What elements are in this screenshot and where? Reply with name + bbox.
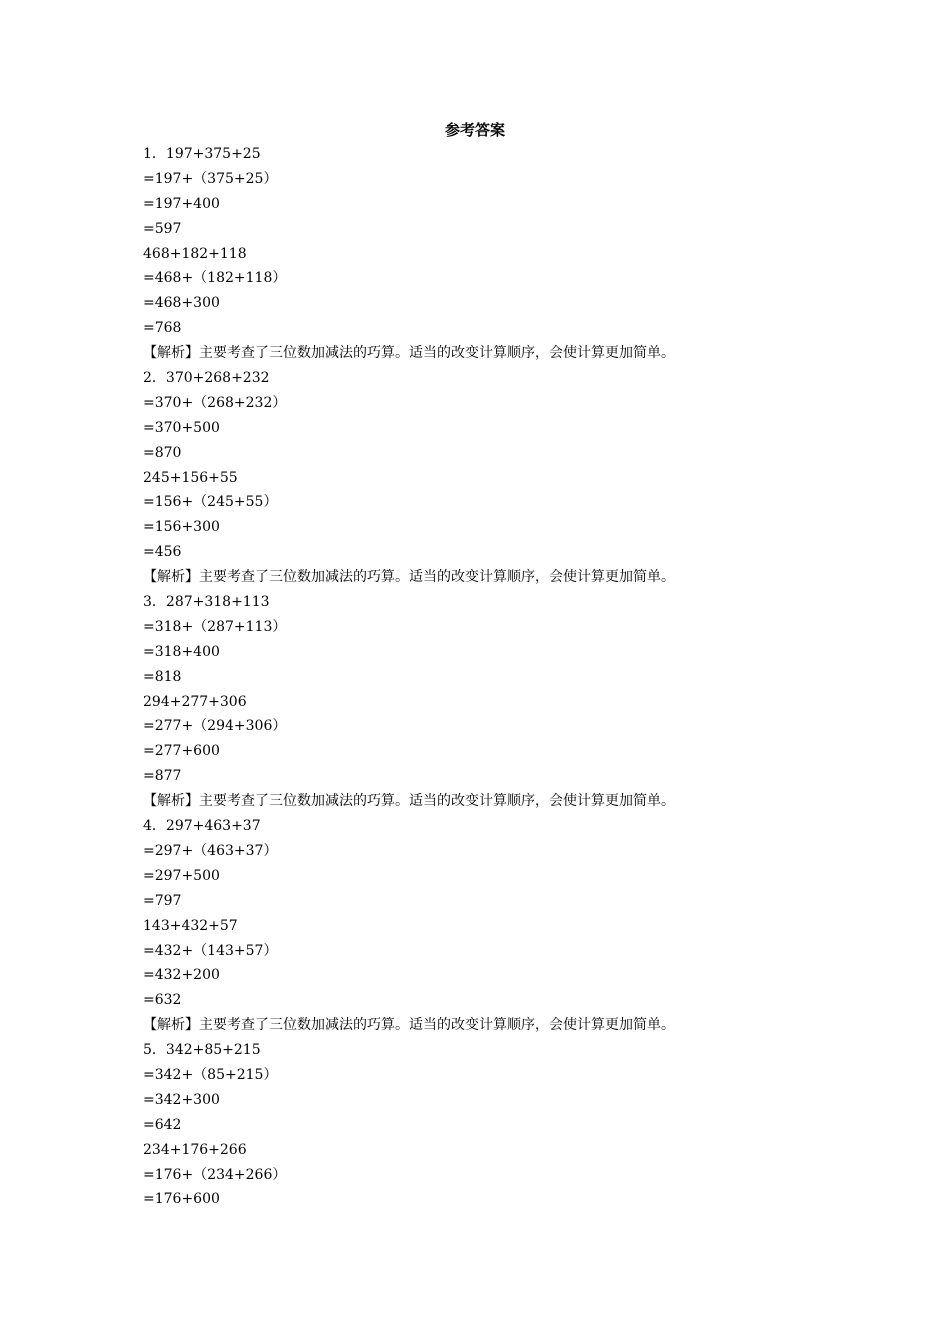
text-line: =176+（234+266） bbox=[143, 1166, 287, 1183]
page-title: 参考答案 bbox=[444, 121, 505, 139]
text-line: =870 bbox=[143, 444, 182, 461]
text-line: =156+300 bbox=[143, 519, 220, 536]
text-line: =176+600 bbox=[143, 1191, 220, 1208]
text-line: =597 bbox=[143, 220, 182, 237]
text-line: =768 bbox=[143, 320, 182, 337]
text-line: 3．287+318+113 bbox=[143, 594, 270, 611]
text-line: =468+（182+118） bbox=[143, 270, 287, 287]
text-line: 4．297+463+37 bbox=[143, 818, 261, 835]
text-line: 245+156+55 bbox=[143, 469, 238, 486]
text-line: =432+200 bbox=[143, 967, 220, 984]
text-line: =318+400 bbox=[143, 643, 220, 660]
text-line: 2．370+268+232 bbox=[143, 370, 270, 387]
text-line: =632 bbox=[143, 992, 182, 1009]
analysis-line: 【解析】主要考查了三位数加减法的巧算。适当的改变计算顺序，会使计算更加简单。 bbox=[143, 569, 675, 586]
text-line: 234+176+266 bbox=[143, 1141, 247, 1158]
text-line: =342+（85+215） bbox=[143, 1066, 278, 1083]
text-line: =318+（287+113） bbox=[143, 618, 287, 635]
text-line: =468+300 bbox=[143, 295, 220, 312]
text-line: 468+182+118 bbox=[143, 245, 247, 262]
analysis-line: 【解析】主要考查了三位数加减法的巧算。适当的改变计算顺序，会使计算更加简单。 bbox=[143, 345, 675, 362]
text-line: =642 bbox=[143, 1116, 182, 1133]
analysis-line: 【解析】主要考查了三位数加减法的巧算。适当的改变计算顺序，会使计算更加简单。 bbox=[143, 1017, 675, 1034]
text-line: =156+（245+55） bbox=[143, 494, 278, 511]
text-line: =197+400 bbox=[143, 195, 220, 212]
text-line: 1．197+375+25 bbox=[143, 146, 261, 162]
answer-content bbox=[143, 142, 843, 1212]
text-line: 5．342+85+215 bbox=[143, 1042, 261, 1059]
text-line: =342+300 bbox=[143, 1091, 220, 1108]
text-line: 143+432+57 bbox=[143, 917, 238, 934]
text-line: =277+（294+306） bbox=[143, 718, 287, 735]
text-line: =277+600 bbox=[143, 743, 220, 760]
text-line: =432+（143+57） bbox=[143, 942, 278, 959]
text-line: =456 bbox=[143, 544, 182, 561]
text-line: =297+500 bbox=[143, 867, 220, 884]
text-line: =197+（375+25） bbox=[143, 170, 278, 187]
text-line: =297+（463+37） bbox=[143, 842, 278, 859]
text-line: =797 bbox=[143, 892, 182, 909]
text-line: =877 bbox=[143, 768, 182, 785]
text-line: =370+500 bbox=[143, 419, 220, 436]
analysis-line: 【解析】主要考查了三位数加减法的巧算。适当的改变计算顺序，会使计算更加简单。 bbox=[143, 793, 675, 810]
text-line: 294+277+306 bbox=[143, 693, 247, 710]
text-line: =370+（268+232） bbox=[143, 394, 287, 411]
text-line: =818 bbox=[143, 668, 182, 685]
